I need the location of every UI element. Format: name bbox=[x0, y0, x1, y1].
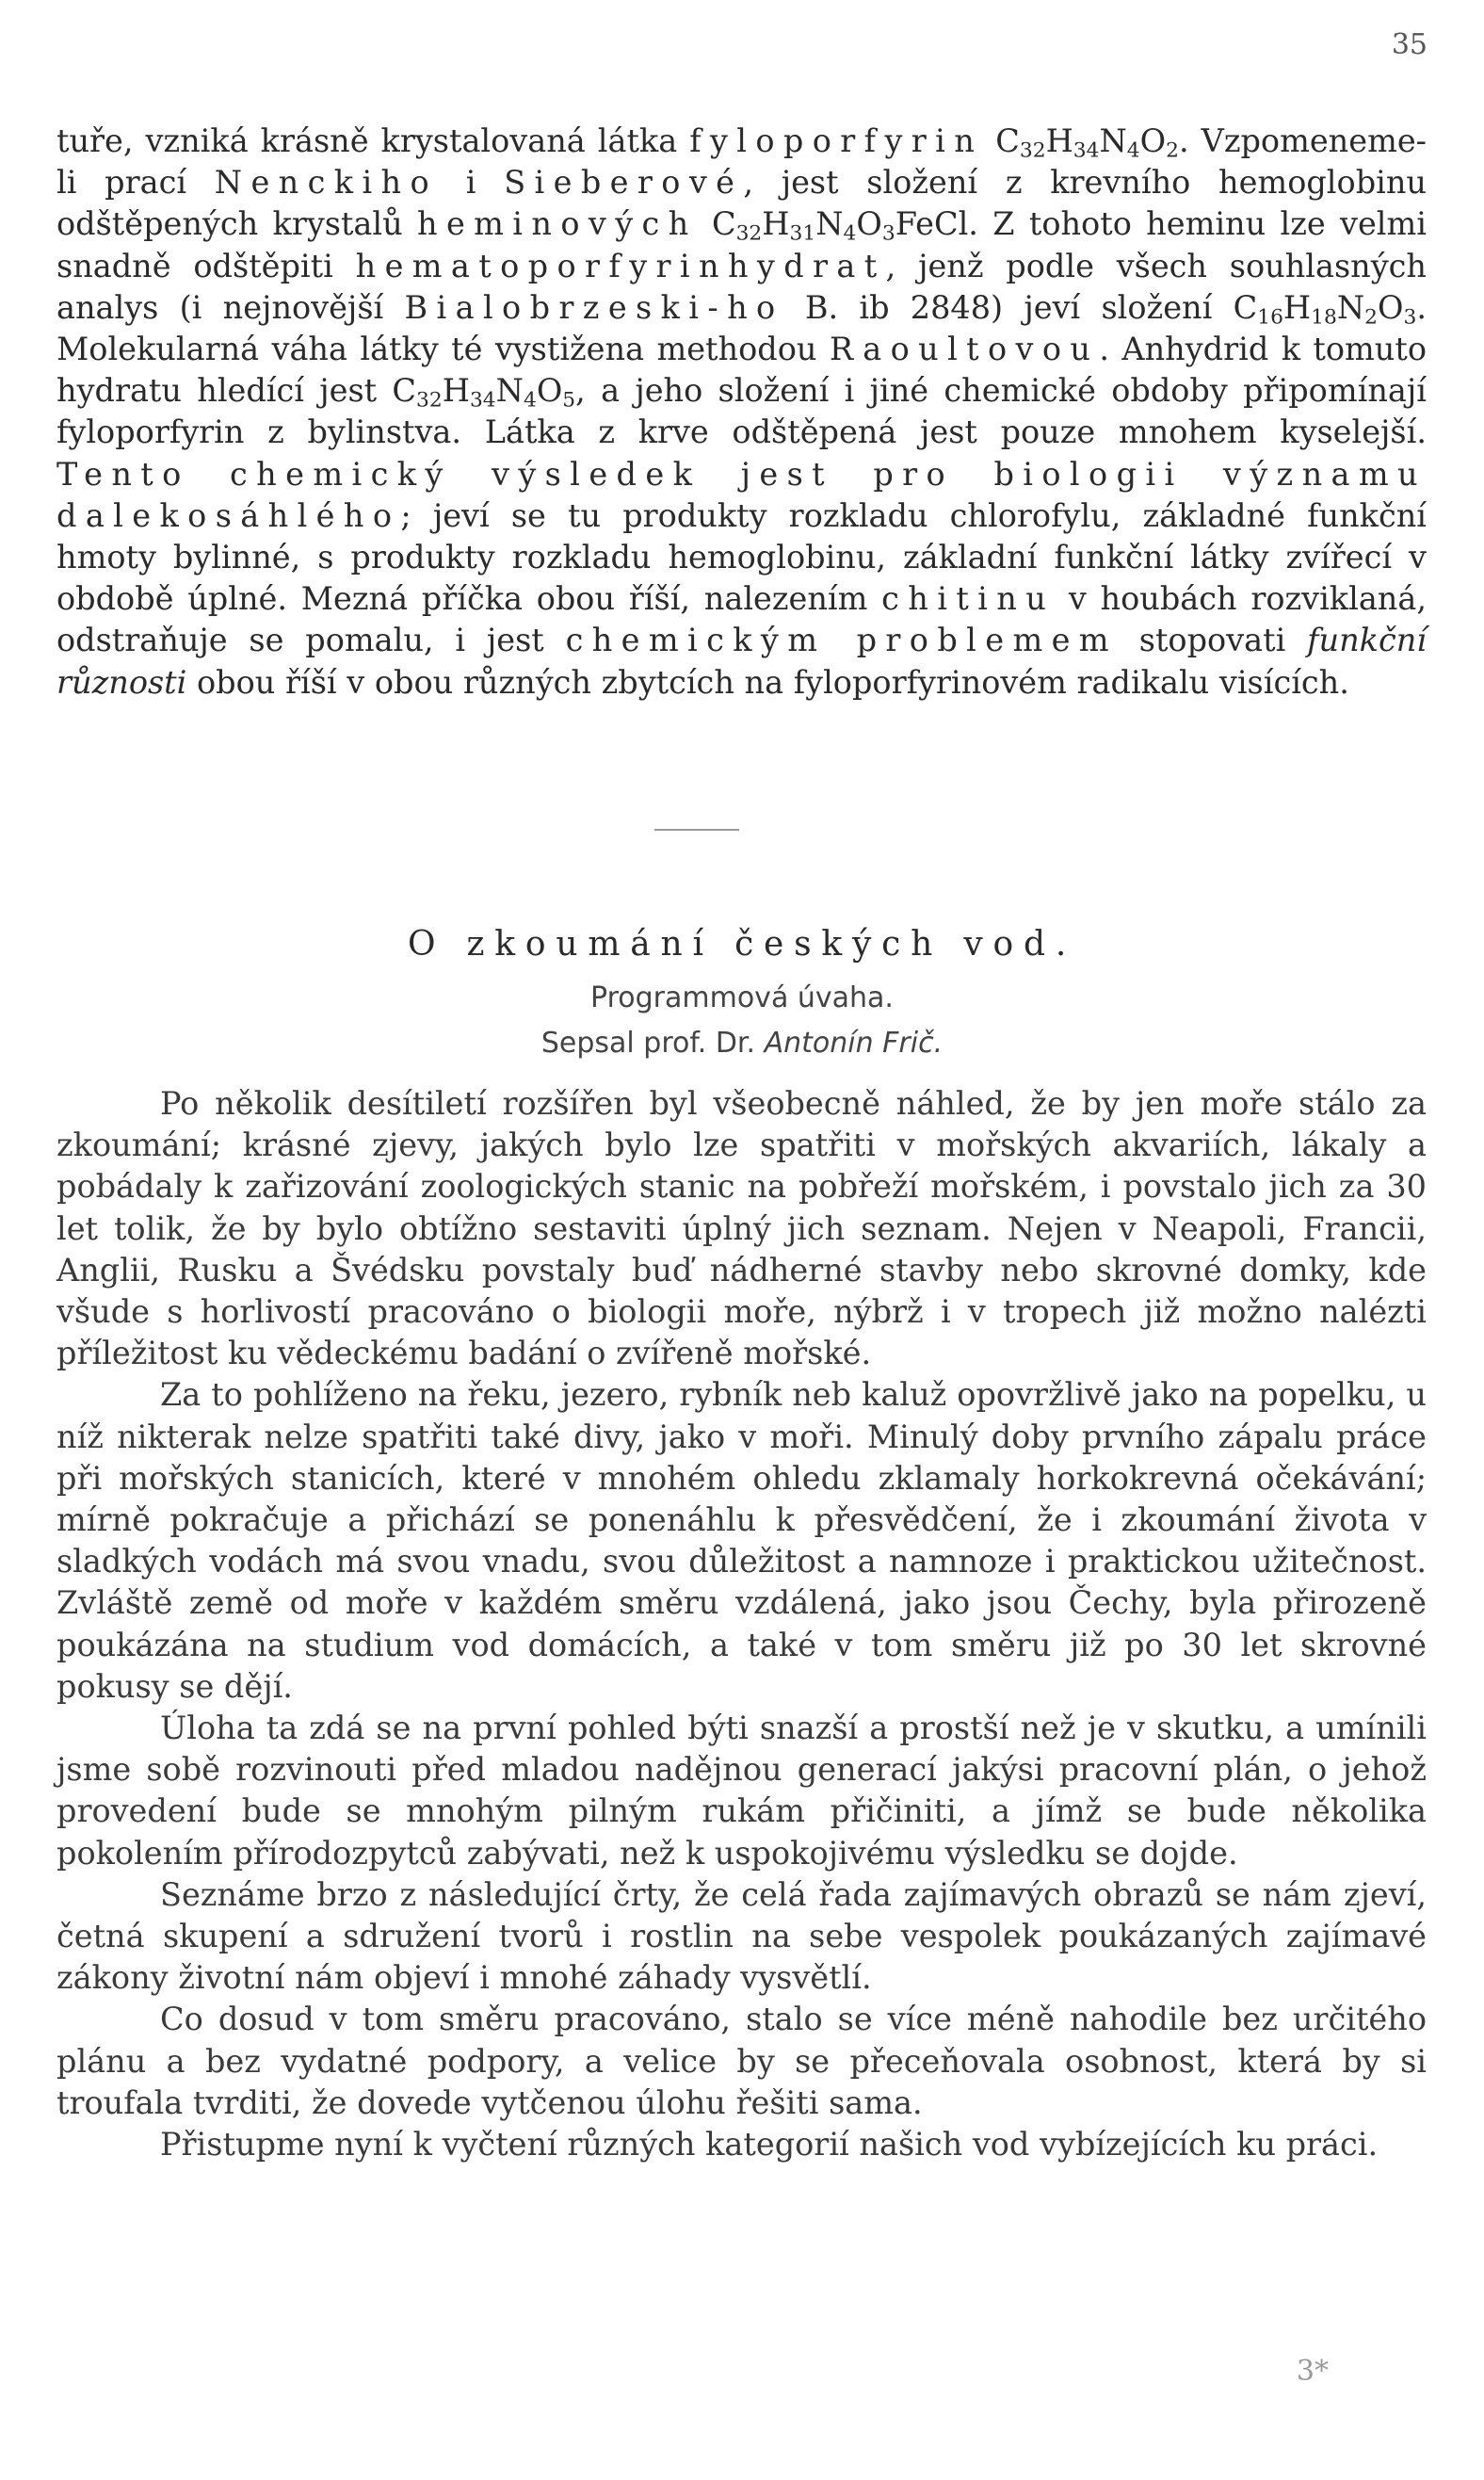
signature-mark: 3* bbox=[1296, 2355, 1329, 2388]
article-body bbox=[56, 1083, 1427, 2165]
paragraph: Po několik desítiletí rozšířen byl všeobecně náhled, že by jen moře stálo za zkoumání; krásné zjevy, jakých bylo lze spatřiti v mořských akvariích, lákaly a pobádaly k zařizování zoologických stanic na pobřeží mořském, i povstalo jich za 30 let tolik, že by bylo obtížno sestaviti úplný jich seznam. Nejen v Neapoli, Francii, Anglii, Rusku a Švédsku povstaly buď nádherné stavby nebo skrovné domky, kde všude s horlivostí pracováno o biologii moře, nýbrž i v tropech již možno nalézti příležitost ku vědeckému badání o zvířeně mořské. bbox=[56, 1085, 1427, 1372]
paragraph: Co dosud v tom směru pracováno, stalo se více méně nahodile bez určitého plánu a bez vydatné podpory, a velice by se přeceňovala osobnost, která by si troufala tvrditi, že dovede vytčenou úlohu řešiti sama. bbox=[56, 2001, 1427, 2121]
article-title: O zkoumání českých vod. bbox=[407, 925, 1077, 964]
paragraph: Seznáme brzo z následující črty, že celá řada zajímavých obrazů se nám zjeví, četná skupení a sdružení tvorů i rostlin na sebe vespolek poukázaných zajímavé zákony životní nám objeví i mnohé záhady vysvětlí. bbox=[56, 1875, 1427, 1997]
article-subtitle: Programmová úvaha. bbox=[590, 981, 894, 1014]
continuation-paragraph bbox=[56, 121, 1427, 704]
article-author: Sepsal prof. Dr. Antonín Frič. bbox=[540, 1027, 944, 1060]
paragraph: Za to pohlíženo na řeku, jezero, rybník neb kaluž opovržlivě jako na popelku, u níž nikterak nelze spatřiti také divy, jako v moři. Minulý doby prvního zápalu práce při mořských stanicích, které v mnohém ohledu zklamaly horkokrevná očekávání; mírně pokračuje a přichází se ponenáhlu k přesvědčení, že i zkoumání života v sladkých vodách má svou vnadu, svou důležitost a namnoze i praktickou užitečnost. Zvláště země od moře v každém směru vzdálená, jako jsou Čechy, byla přirozeně poukázána na studium vod domácích, a také v tom směru již po 30 let skrovné pokusy se dějí. bbox=[56, 1376, 1427, 1705]
paragraph: Úloha ta zdá se na první pohled býti snazší a prostší než je v skutku, a umínili jsme sobě rozvinouti před mladou nadějnou generací jakýsi pracovní plán, o jehož provedení bude se mnohým pilným rukám přičiniti, a jímž se bude několika pokolením přírodozpytců zabývati, než k uspokojivému výsledku se dojde. bbox=[56, 1710, 1427, 1872]
paragraph: Přistupme nyní k vyčtení různých kategorií našich vod vybízejících ku práci. bbox=[160, 2126, 1379, 2164]
page-number: 35 bbox=[1391, 28, 1428, 61]
paragraph: tuře, vzniká krásně krystalovaná látka fyloporfyrin $C_{32}H_{34}N_4O_2$. Vzpomeneme-li prací Nenckiho i Sieberové, jest složení z krevního hemoglobinu odštěpených krystalů heminových $C_{32}H_{31}N_4O_3FeCl$. Z tohoto heminu lze velmi snadně odštěpiti hematoporfyrinhydrat, jenž podle všech souhlasných analys (i nejnovější Bialobrzeski-ho B. ib 2848) jeví složení $C_{16}H_{18}N_2O_3$. Molekularná váha látky té vystižena methodou Raoultovou. Anhydrid k tomuto hydratu hledící jest $C_{32}H_{34}N_4O_5$, a jeho složení i jiné chemické obdoby připomínají fyloporfyrin z bylinstva. Látka z krve odštěpená jest pouze mnohem kyselejší. Tento chemický výsledek jest pro biologii významu dalekosáhlého; jeví se tu produkty rozkladu chlorofylu, základné funkční hmoty bylinné, s produkty rozkladu hemoglobinu, základní funkční látky zvířecí v obdobě úplné. Mezná příčka obou říší, nalezením chitinu v houbách rozviklaná, odstraňuje se pomalu, i jest chemickým problemem stopovati funkční různosti obou říší v obou různých zbytcích na fyloporfyrinovém radikalu visících. bbox=[56, 122, 1428, 701]
section-divider bbox=[654, 829, 739, 831]
